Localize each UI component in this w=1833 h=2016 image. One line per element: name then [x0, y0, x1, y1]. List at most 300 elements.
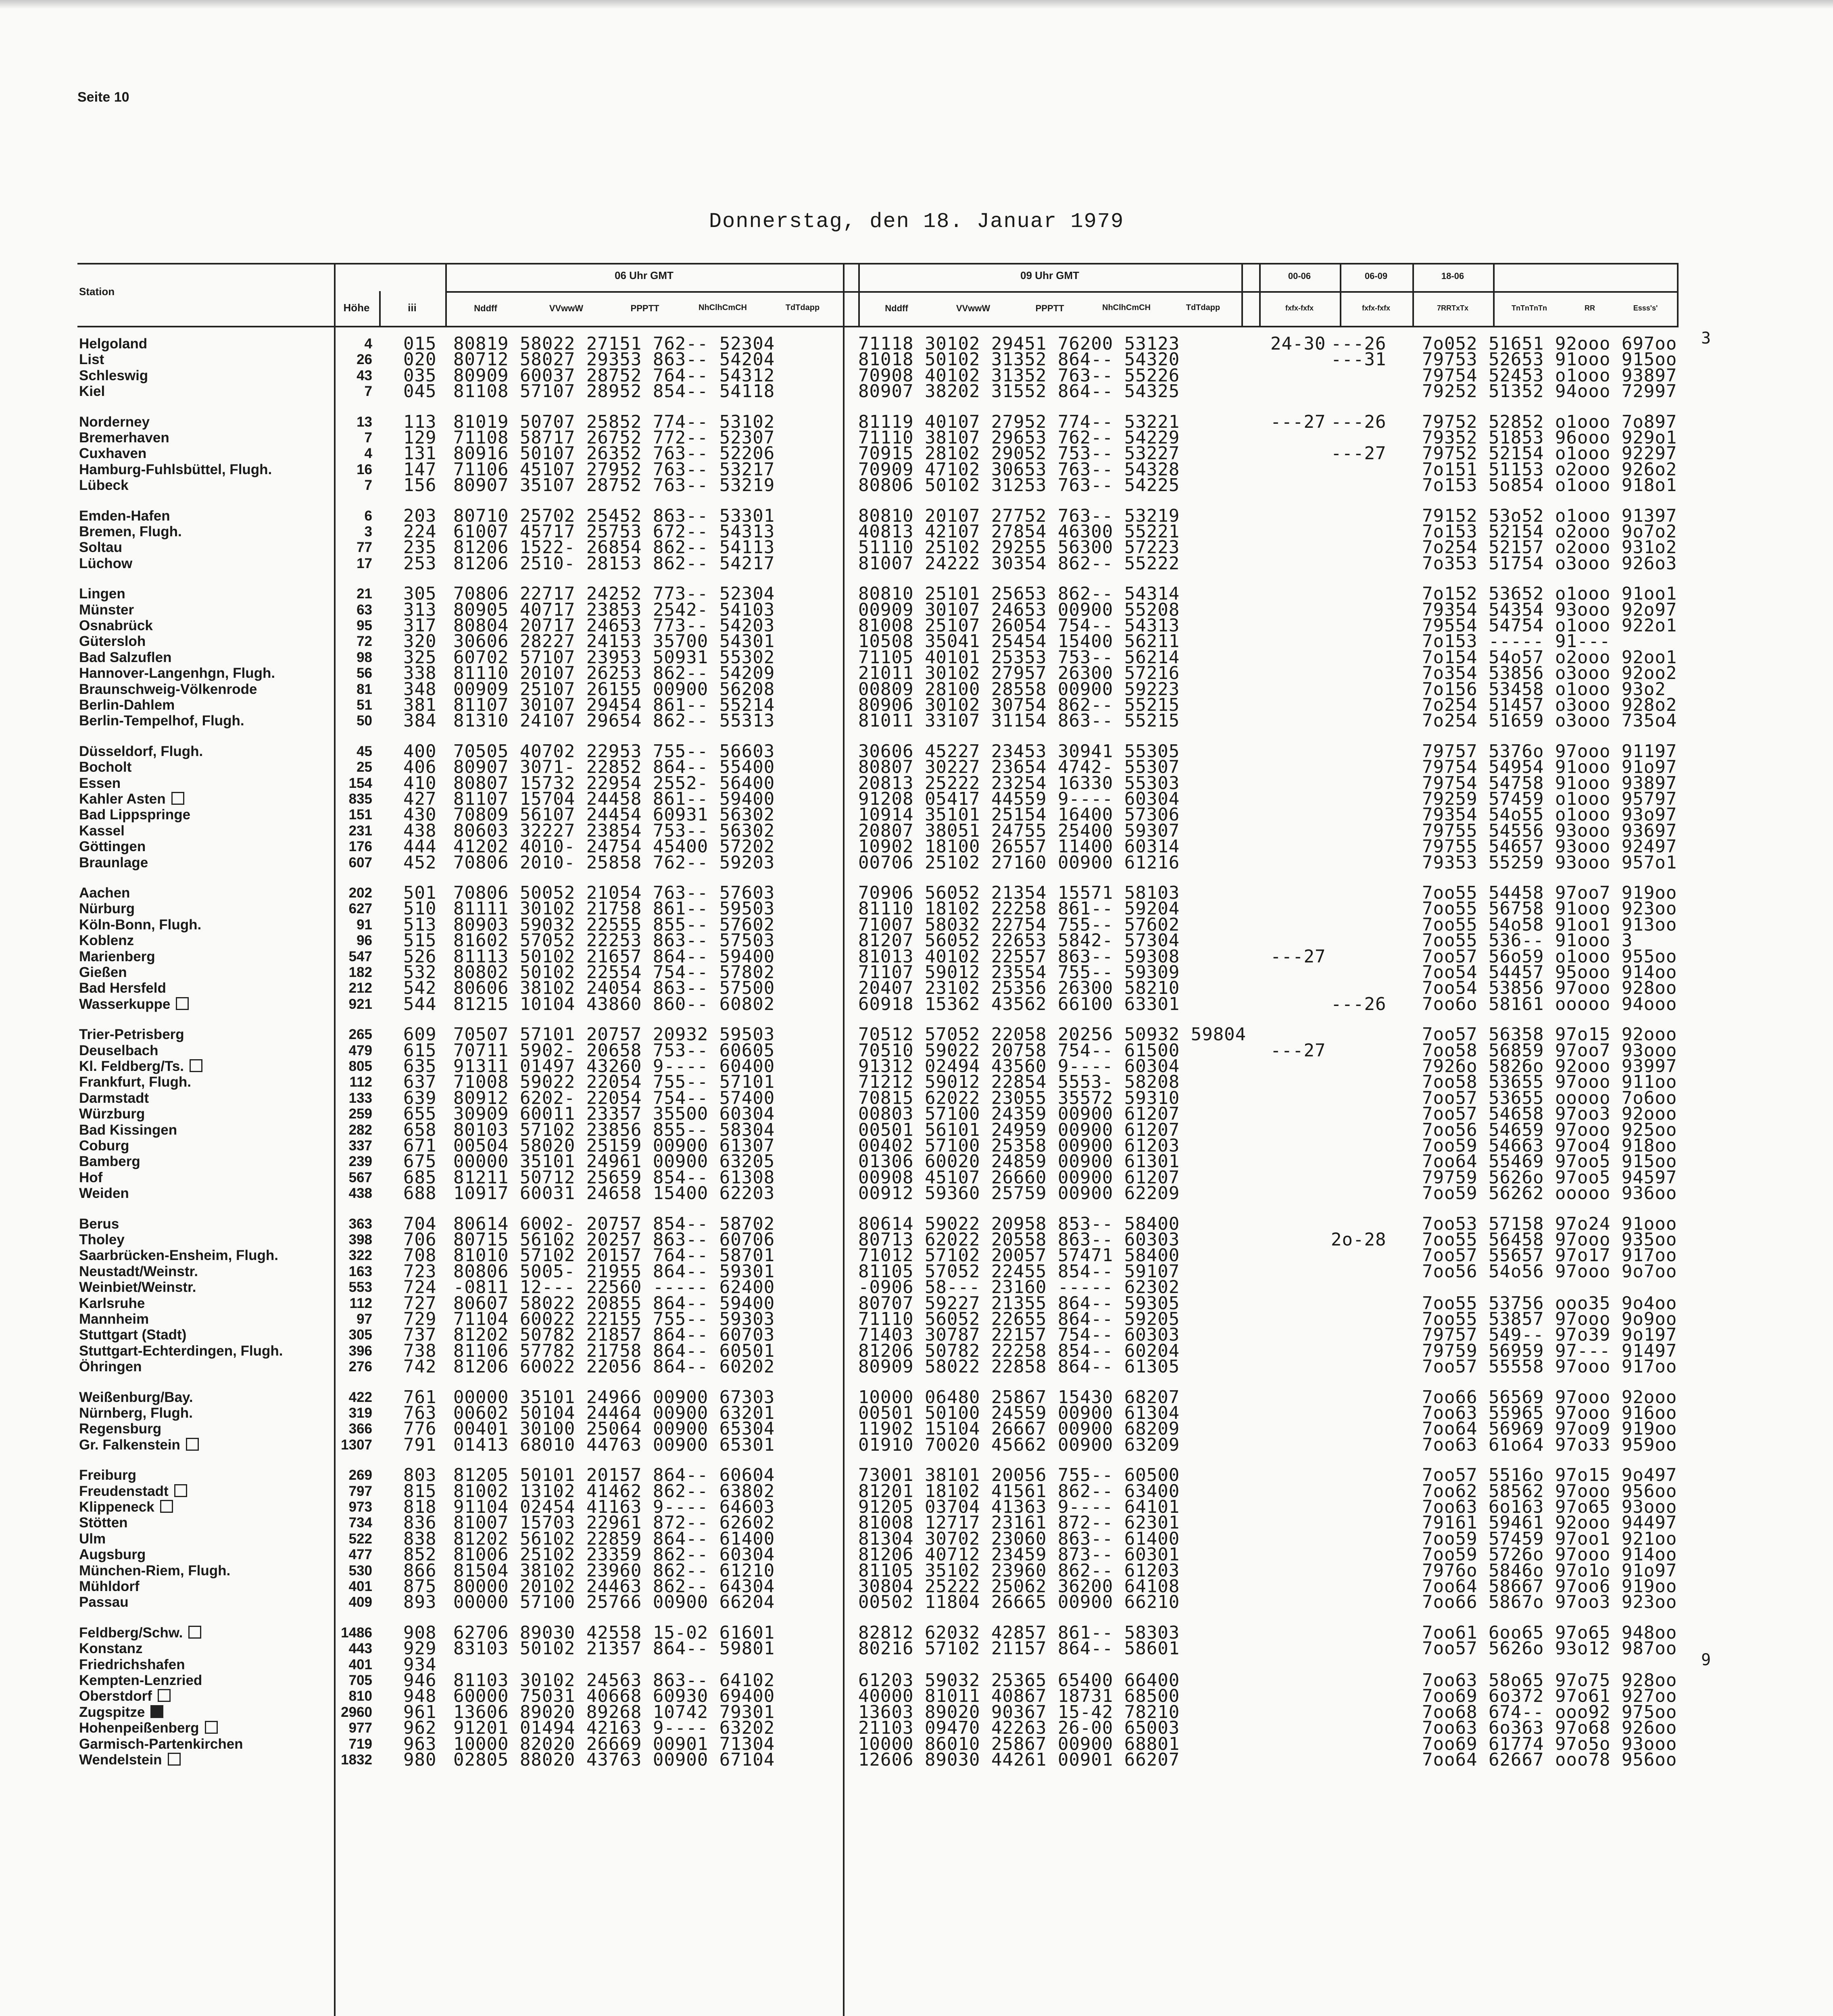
iii-cell: 313 [403, 599, 437, 620]
station-label: Lüchow [79, 555, 133, 571]
obs-09-cell: 71107 59012 23554 755-- 59309 [858, 962, 1180, 983]
height-cell: 63 [357, 602, 372, 618]
obs-06-cell: 41202 4010- 24754 45400 57202 [453, 836, 775, 857]
iii-cell: 444 [403, 836, 437, 857]
height-cell: 16 [357, 461, 372, 477]
obs-06-cell: 80712 58027 29353 863-- 54204 [453, 349, 775, 370]
station-label: Essen [79, 775, 121, 791]
station-label: Hohenpeißenberg [79, 1720, 199, 1736]
station-label: Bad Kissingen [79, 1122, 177, 1138]
obs-09-cell: 70915 28102 29052 753-- 53227 [858, 443, 1180, 464]
obs-06-cell: 81107 15704 24458 861-- 59400 [453, 789, 775, 809]
mountain-station-box-icon [171, 792, 184, 805]
height-cell: 7 [364, 383, 372, 400]
mountain-station-box-icon [186, 1438, 199, 1451]
page-title: Donnerstag, den 18. Januar 1979 [709, 210, 1124, 233]
height-cell: 4 [364, 336, 372, 352]
station-name [79, 1359, 142, 1375]
station-name [79, 682, 257, 697]
obs-06-cell: 70711 5902- 20658 753-- 60605 [453, 1040, 775, 1061]
station-name [79, 1673, 202, 1688]
obs-09-cell: 12606 89030 44261 00901 66207 [858, 1749, 1180, 1770]
height-cell: 409 [348, 1594, 372, 1610]
obs-09-cell: 40813 42107 27854 46300 55221 [858, 521, 1180, 542]
station-name [79, 618, 153, 633]
obs-09-cell: 70909 47102 30653 763-- 54328 [858, 459, 1180, 480]
table-row [0, 710, 1833, 731]
iii-cell: 688 [403, 1183, 437, 1204]
station-label: Helgoland [79, 336, 148, 352]
height-cell: 77 [357, 539, 372, 556]
station-name [79, 744, 203, 759]
obs-06-cell: 81007 15703 22961 872-- 62602 [453, 1512, 775, 1533]
iii-cell: 325 [403, 647, 437, 668]
obs-09-cell: 13603 89020 90367 15-42 78210 [858, 1702, 1180, 1722]
obs-06-cell: 80802 50102 22554 754-- 57802 [453, 962, 775, 983]
iii-cell: 761 [403, 1387, 437, 1408]
obs-06-cell: 13606 89020 89268 10742 79301 [453, 1702, 775, 1722]
mountain-station-box-icon [190, 1059, 202, 1072]
height-cell: 97 [357, 1311, 372, 1327]
iii-cell: 934 [403, 1654, 437, 1675]
station-name [79, 650, 171, 665]
iii-cell: 866 [403, 1560, 437, 1581]
height-cell: 1307 [341, 1437, 372, 1453]
height-cell: 4 [364, 446, 372, 462]
iii-cell: 658 [403, 1119, 437, 1140]
height-cell: 322 [348, 1248, 372, 1264]
fx-06-09-cell: ---26 [1331, 411, 1387, 432]
iii-cell: 727 [403, 1293, 437, 1314]
obs-06-cell: 81006 25102 23359 862-- 60304 [453, 1544, 775, 1565]
header-hoehe: Höhe [343, 302, 370, 314]
station-label: Kempten-Lenzried [79, 1672, 202, 1688]
iii-cell: 410 [403, 773, 437, 793]
station-label: Bremerhaven [79, 430, 169, 446]
obs-06-cell: 80905 40717 23853 2542- 54103 [453, 599, 775, 620]
obs-09-cell: 00402 57100 25358 00900 61203 [858, 1135, 1180, 1156]
obs-06-cell: 70505 40702 22953 755-- 56603 [453, 741, 775, 762]
groups-18-06-cell: 79352 51853 96ooo 929o1 [1422, 427, 1677, 448]
obs-06-cell: 80614 6002- 20757 854-- 58702 [453, 1213, 775, 1234]
obs-09-cell: 61203 59032 25365 65400 66400 [858, 1670, 1180, 1691]
groups-18-06-cell: 7oo53 57158 97o24 91ooo [1422, 1213, 1677, 1234]
header-09-uhr: 09 Uhr GMT [1020, 269, 1079, 281]
groups-18-06-cell: 7oo59 56262 ooooo 936oo [1422, 1183, 1677, 1204]
station-name [79, 1737, 243, 1752]
station-label: Garmisch-Partenkirchen [79, 1736, 243, 1752]
station-name [79, 997, 189, 1012]
obs-06-cell: 71008 59022 22054 755-- 57101 [453, 1072, 775, 1093]
groups-18-06-cell: 7oo62 58562 97ooo 956oo [1422, 1481, 1677, 1502]
obs-09-cell: 71105 40101 25353 753-- 56214 [858, 647, 1180, 668]
station-name [79, 1437, 199, 1453]
groups-18-06-cell: 7oo55 56758 91ooo 923oo [1422, 898, 1677, 919]
station-label: Zugspitze [79, 1704, 145, 1720]
obs-09-cell: 10000 06480 25867 15430 68207 [858, 1387, 1180, 1408]
groups-18-06-cell: 7oo56 54659 97ooo 925oo [1422, 1119, 1677, 1140]
iii-cell: 655 [403, 1104, 437, 1125]
station-label: Mühldorf [79, 1579, 140, 1594]
obs-06-cell: 80103 57102 23856 855-- 58304 [453, 1119, 775, 1140]
height-cell: 95 [357, 618, 372, 633]
iii-cell: 852 [403, 1544, 437, 1565]
obs-09-cell: 81206 50782 22258 854-- 60204 [858, 1340, 1180, 1361]
groups-18-06-cell: 79161 59461 92ooo 94497 [1422, 1512, 1677, 1533]
obs-06-cell: 61007 45717 25753 672-- 54313 [453, 521, 775, 542]
obs-09-cell: 70908 40102 31352 763-- 55226 [858, 365, 1180, 386]
obs-09-cell: 80806 50102 31253 763-- 54225 [858, 475, 1180, 496]
groups-18-06-cell: 7oo57 55657 97o17 917oo [1422, 1245, 1677, 1266]
obs-06-cell: 81504 38102 23960 862-- 61210 [453, 1560, 775, 1581]
station-name [79, 508, 170, 524]
obs-09-cell: 10902 18100 26557 11400 60314 [858, 836, 1180, 857]
groups-18-06-cell: 7oo69 61774 97o5o 93ooo [1422, 1733, 1677, 1754]
station-name [79, 823, 125, 839]
groups-18-06-cell: 7oo64 56969 97oo9 919oo [1422, 1418, 1677, 1439]
obs-09-cell: 00909 30107 24653 00900 55208 [858, 599, 1180, 620]
obs-06-cell: 00504 58020 25159 00900 61307 [453, 1135, 775, 1156]
height-cell: 276 [348, 1359, 372, 1375]
height-cell: 6 [364, 508, 372, 524]
groups-18-06-cell: 79759 5626o 97oo5 94597 [1422, 1167, 1677, 1188]
height-cell: 45 [357, 743, 372, 759]
mountain-station-box-icon [176, 997, 189, 1010]
groups-18-06-cell: 7o353 51754 o3ooo 926o3 [1422, 553, 1677, 574]
groups-18-06-cell: 79152 53o52 o1ooo 91397 [1422, 505, 1677, 526]
iii-cell: 635 [403, 1056, 437, 1077]
station-name [79, 1154, 140, 1169]
height-cell: 259 [348, 1106, 372, 1122]
height-cell: 553 [348, 1279, 372, 1295]
station-label: Deuselbach [79, 1042, 158, 1058]
station-label: Gießen [79, 964, 127, 980]
scan-top-edge [0, 0, 1833, 9]
station-label: Berlin-Tempelhof, Flugh. [79, 713, 244, 729]
header-g2-col: PPPTT [1035, 303, 1064, 313]
station-name [79, 1595, 129, 1610]
groups-18-06-cell: 79353 55259 93ooo 957o1 [1422, 852, 1677, 873]
station-label: Münster [79, 602, 134, 618]
height-cell: 422 [348, 1389, 372, 1405]
groups-18-06-cell: 7oo56 54o56 97ooo 9o7oo [1422, 1261, 1677, 1282]
station-label: Feldberg/Schw. [79, 1624, 183, 1641]
groups-18-06-cell: 79754 54954 91ooo 91o97 [1422, 757, 1677, 778]
obs-06-cell: 60702 57107 23953 50931 55302 [453, 647, 775, 668]
height-cell: 51 [357, 697, 372, 713]
station-label: Coburg [79, 1138, 129, 1154]
station-label: Soltau [79, 539, 122, 556]
height-cell: 522 [348, 1531, 372, 1547]
mountain-station-box-icon [174, 1484, 187, 1497]
height-cell: 43 [357, 367, 372, 383]
groups-18-06-cell: 7o254 52157 o2ooo 931o2 [1422, 537, 1677, 558]
groups-18-06-cell: 79757 549-- 97o39 9o197 [1422, 1325, 1677, 1345]
fx-06-09-cell: 2o-28 [1331, 1229, 1387, 1250]
fx-06-09-cell: ---31 [1331, 349, 1387, 370]
station-name [79, 885, 130, 901]
height-cell: 479 [348, 1042, 372, 1058]
station-label: List [79, 352, 104, 368]
station-label: Passau [79, 1594, 129, 1610]
groups-18-06-cell: 7oo55 536-- 91ooo 3 [1422, 930, 1633, 951]
height-cell: 366 [348, 1421, 372, 1437]
height-cell: 438 [348, 1185, 372, 1202]
station-label: Augsburg [79, 1547, 146, 1563]
groups-18-06-cell: 7oo66 56569 97ooo 92ooo [1422, 1387, 1677, 1408]
mountain-station-box-icon [160, 1500, 173, 1513]
obs-09-cell: 00803 57100 24359 00900 61207 [858, 1104, 1180, 1125]
station-label: Gütersloh [79, 633, 146, 650]
iii-cell: 738 [403, 1340, 437, 1361]
height-cell: 91 [357, 916, 372, 933]
station-name [79, 1641, 143, 1656]
height-cell: 627 [348, 901, 372, 917]
obs-09-cell: 71007 58032 22754 755-- 57602 [858, 914, 1180, 935]
iii-cell: 609 [403, 1024, 437, 1045]
station-name [79, 1186, 129, 1201]
groups-18-06-cell: 7oo59 5726o 97ooo 914oo [1422, 1544, 1677, 1565]
station-label: Oberstdorf [79, 1688, 152, 1704]
groups-18-06-cell: 7oo63 61o64 97o33 959oo [1422, 1434, 1677, 1455]
station-name [79, 1043, 158, 1058]
station-label: Bad Hersfeld [79, 980, 166, 996]
obs-06-cell: 81310 24107 29654 862-- 55313 [453, 710, 775, 731]
groups-18-06-cell: 79354 54o55 o1ooo 93o97 [1422, 804, 1677, 825]
station-label: Lübeck [79, 477, 129, 494]
height-cell: 719 [348, 1736, 372, 1752]
obs-09-cell: 00501 56101 24959 00900 61207 [858, 1119, 1180, 1140]
height-cell: 239 [348, 1154, 372, 1170]
iii-cell: 381 [403, 695, 437, 715]
groups-18-06-cell: 7oo55 53756 ooo35 9o4oo [1422, 1293, 1677, 1314]
table-row [0, 1183, 1833, 1204]
height-cell: 72 [357, 633, 372, 650]
header-06-09: 06-09 [1364, 271, 1388, 281]
obs-06-cell: 00000 35101 24961 00900 63205 [453, 1151, 775, 1172]
table-row [0, 1638, 1833, 1659]
station-name [79, 1280, 196, 1295]
station-label: Weinbiet/Weinstr. [79, 1279, 196, 1295]
station-name [79, 446, 146, 461]
height-cell: 96 [357, 933, 372, 949]
height-cell: 112 [349, 1074, 372, 1090]
obs-09-cell: 70815 62022 23055 35572 59310 [858, 1087, 1180, 1108]
station-label: Hamburg-Fuhlsbüttel, Flugh. [79, 461, 272, 477]
obs-06-cell: 80000 20102 24463 862-- 64304 [453, 1576, 775, 1597]
station-name [79, 1563, 230, 1579]
groups-18-06-cell: 7oo64 55469 97oo5 915oo [1422, 1151, 1677, 1172]
iii-cell: 156 [403, 475, 437, 496]
station-label: Cuxhaven [79, 446, 147, 462]
station-name [79, 430, 169, 446]
height-cell: 305 [348, 1327, 372, 1343]
iii-cell: 430 [403, 804, 437, 825]
iii-cell: 515 [403, 930, 437, 951]
station-label: Friedrichshafen [79, 1656, 185, 1672]
iii-cell: 724 [403, 1277, 437, 1298]
height-cell: 182 [348, 964, 372, 980]
groups-18-06-cell: 7oo6o 58161 ooooo 94ooo [1422, 993, 1677, 1014]
obs-06-cell: 81211 50712 25659 854-- 61308 [453, 1167, 775, 1188]
station-label: Saarbrücken-Ensheim, Flugh. [79, 1248, 278, 1264]
groups-18-06-cell: 7o152 53652 o1ooo 91oo1 [1422, 583, 1677, 604]
iii-cell: 803 [403, 1465, 437, 1486]
iii-cell: 729 [403, 1309, 437, 1329]
groups-18-06-cell: 79752 52852 o1ooo 7o897 [1422, 411, 1677, 432]
height-cell: 176 [348, 839, 372, 855]
groups-18-06-cell: 79753 52653 91ooo 915oo [1422, 349, 1677, 370]
groups-18-06-cell: 79759 56959 97--- 91497 [1422, 1340, 1677, 1361]
iii-cell: 406 [403, 757, 437, 778]
obs-06-cell: 70806 22717 24252 773-- 52304 [453, 583, 775, 604]
obs-09-cell: 80216 57102 21157 864-- 58601 [858, 1638, 1180, 1659]
iii-cell: 147 [403, 459, 437, 480]
groups-18-06-cell: 7oo69 6o372 97o61 927oo [1422, 1686, 1677, 1707]
station-name [79, 933, 134, 948]
station-label: Braunlage [79, 854, 148, 871]
groups-18-06-cell: 7oo63 55965 97ooo 916oo [1422, 1403, 1677, 1423]
station-label: Ulm [79, 1531, 106, 1547]
obs-06-cell: 80710 25702 25452 863-- 53301 [453, 505, 775, 526]
obs-06-cell: 81002 13102 41462 862-- 63802 [453, 1481, 775, 1502]
station-label: Bad Salzuflen [79, 649, 172, 665]
groups-18-06-cell: 7oo64 62667 ooo78 956oo [1422, 1749, 1677, 1770]
table-row [0, 1749, 1833, 1770]
iii-cell: 637 [403, 1072, 437, 1093]
obs-09-cell: 10914 35101 25154 16400 57306 [858, 804, 1180, 825]
station-label: Braunschweig-Völkenrode [79, 681, 257, 697]
groups-18-06-cell: 7o052 51651 92ooo 697oo [1422, 333, 1677, 354]
table-row [0, 993, 1833, 1014]
obs-06-cell: 62706 89030 42558 15-02 61601 [453, 1622, 775, 1643]
obs-09-cell: 81304 30702 23060 863-- 61400 [858, 1528, 1180, 1549]
height-cell: 705 [348, 1672, 372, 1688]
groups-18-06-cell: 79754 52453 o1ooo 93897 [1422, 365, 1677, 386]
obs-06-cell: 80715 56102 20257 863-- 60706 [453, 1229, 775, 1250]
obs-06-cell: 81206 2510- 28153 862-- 54217 [453, 553, 775, 574]
station-label: Köln-Bonn, Flugh. [79, 916, 202, 933]
station-label: Osnabrück [79, 618, 153, 633]
iii-cell: 704 [403, 1213, 437, 1234]
height-cell: 977 [348, 1720, 372, 1736]
station-label: Bremen, Flugh. [79, 524, 182, 539]
groups-18-06-cell: 7oo58 56859 97oo7 93ooo [1422, 1040, 1677, 1061]
height-cell: 163 [348, 1263, 372, 1279]
station-name [79, 1264, 198, 1279]
station-name [79, 1123, 177, 1138]
station-label: Hof [79, 1169, 103, 1185]
iii-cell: 320 [403, 631, 437, 652]
iii-cell: 742 [403, 1356, 437, 1377]
groups-18-06-cell: 79752 52154 o1ooo 92297 [1422, 443, 1677, 464]
height-cell: 734 [348, 1515, 372, 1531]
iii-cell: 639 [403, 1087, 437, 1108]
station-label: Aachen [79, 885, 130, 901]
height-cell: 607 [348, 854, 372, 871]
height-cell: 81 [357, 681, 372, 697]
obs-06-cell: 81111 30102 21758 861-- 59503 [453, 898, 775, 919]
iii-cell: 348 [403, 679, 437, 700]
obs-09-cell: 81008 25107 26054 754-- 54313 [858, 615, 1180, 636]
fx-00-06-cell: ---27 [1270, 946, 1326, 967]
station-label: Öhringen [79, 1359, 142, 1375]
height-cell: 477 [348, 1547, 372, 1563]
obs-09-cell: 01910 70020 45662 00900 63209 [858, 1434, 1180, 1455]
iii-cell: 427 [403, 789, 437, 809]
height-cell: 398 [348, 1232, 372, 1248]
iii-cell: 723 [403, 1261, 437, 1282]
obs-09-cell: 71110 38107 29653 762-- 54229 [858, 427, 1180, 448]
groups-18-06-cell: 7oo57 5516o 97o15 9o497 [1422, 1465, 1677, 1486]
groups-18-06-cell: 7o156 53458 o1ooo 93o2 [1422, 679, 1666, 700]
station-name [79, 1500, 173, 1515]
obs-09-cell: 00809 28100 28558 00900 59223 [858, 679, 1180, 700]
obs-06-cell: 80606 38102 24054 863-- 57500 [453, 978, 775, 999]
station-name [79, 1248, 278, 1263]
station-name [79, 1689, 171, 1704]
groups-18-06-cell: 7oo68 674-- ooo92 975oo [1422, 1702, 1677, 1722]
obs-09-cell: 80909 58022 22858 864-- 61305 [858, 1356, 1180, 1377]
table-row [0, 553, 1833, 574]
station-name [79, 1091, 149, 1106]
station-name [79, 1468, 136, 1483]
height-cell: 401 [348, 1656, 372, 1672]
table-row [0, 1356, 1833, 1377]
station-name [79, 352, 104, 367]
obs-09-cell: 20813 25222 23254 16330 55303 [858, 773, 1180, 793]
header-sub: Esss's' [1633, 304, 1658, 312]
height-cell: 154 [348, 775, 372, 791]
station-name [79, 1312, 149, 1327]
iii-cell: 708 [403, 1245, 437, 1266]
groups-18-06-cell: 7oo59 57459 97oo1 921oo [1422, 1528, 1677, 1549]
station-name [79, 1657, 185, 1672]
height-cell: 202 [348, 885, 372, 901]
station-name [79, 1106, 145, 1122]
iii-cell: 020 [403, 349, 437, 370]
obs-06-cell: 80607 58022 20855 864-- 59400 [453, 1293, 775, 1314]
groups-18-06-cell: 7o254 51659 o3ooo 735o4 [1422, 710, 1677, 731]
height-cell: 231 [348, 823, 372, 839]
station-label: Regensburg [79, 1421, 162, 1437]
station-name [79, 524, 182, 539]
station-label: Konstanz [79, 1641, 143, 1657]
station-name [79, 384, 105, 399]
obs-06-cell: 81108 57107 28952 854-- 54118 [453, 381, 775, 402]
groups-18-06-cell: 7o254 51457 o3ooo 928o2 [1422, 695, 1677, 715]
station-name [79, 901, 135, 916]
table-row [0, 475, 1833, 496]
station-label: Trier-Petrisberg [79, 1027, 184, 1043]
obs-06-cell: 80912 6202- 22054 754-- 57400 [453, 1087, 775, 1108]
groups-18-06-cell: 7oo54 53856 97ooo 928oo [1422, 978, 1677, 999]
obs-06-cell: 00000 35101 24966 00900 67303 [453, 1387, 775, 1408]
margin-note: 3 [1701, 329, 1711, 348]
obs-06-cell: 80819 58022 27151 762-- 52304 [453, 333, 775, 354]
obs-09-cell: 80713 62022 20558 863-- 60303 [858, 1229, 1180, 1250]
iii-cell: 815 [403, 1481, 437, 1502]
station-name [79, 1720, 218, 1736]
station-label: Nürburg [79, 901, 135, 917]
iii-cell: 908 [403, 1622, 437, 1643]
table-row [0, 381, 1833, 402]
obs-06-cell: 81113 50102 21657 864-- 59400 [453, 946, 775, 967]
station-name [79, 1327, 186, 1343]
obs-06-cell: 81107 30107 29454 861-- 55214 [453, 695, 775, 715]
obs-06-cell: 80907 35107 28752 763-- 53219 [453, 475, 775, 496]
obs-06-cell: 71108 58717 26752 772-- 52307 [453, 427, 775, 448]
